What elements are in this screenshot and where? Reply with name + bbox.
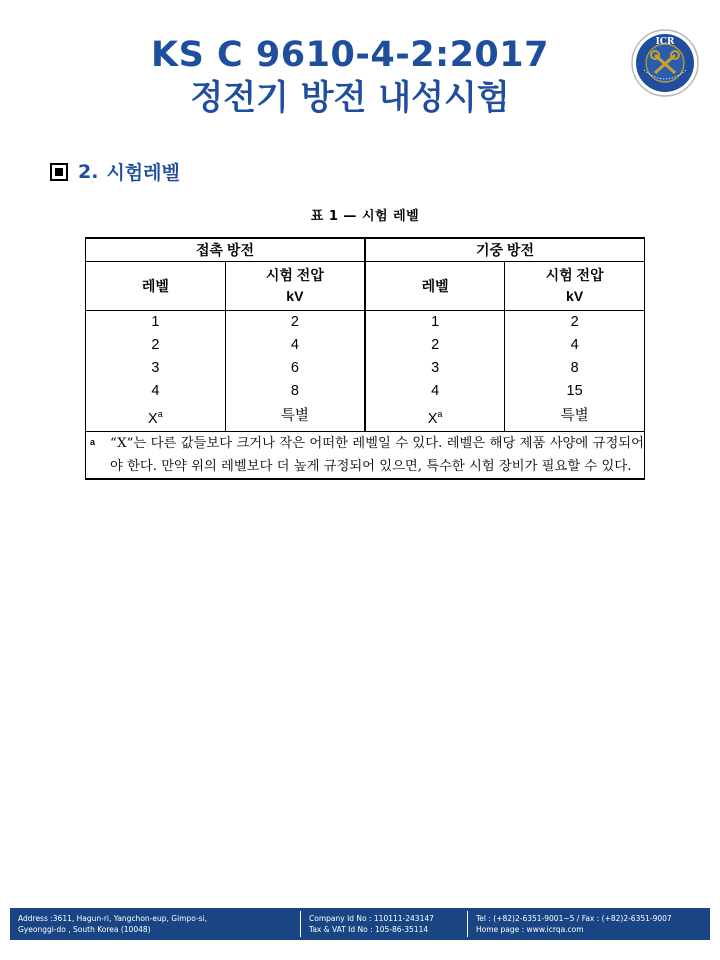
footer-address: Address :3611, Hagun-ri, Yangchon-eup, Gimpo-si, Gyeonggi-do , South Korea (10048) — [18, 914, 208, 934]
table-row — [86, 311, 645, 335]
section-number: 2. — [78, 160, 99, 183]
table-row — [86, 334, 645, 357]
contact-level-cell: 3 — [86, 357, 226, 380]
homepage-link[interactable]: Home page : www.icrqa.com — [476, 925, 584, 934]
standard-name: 정전기 방전 내성시험 — [190, 78, 510, 118]
air-voltage-cell: 15 — [505, 380, 645, 403]
contact-discharge-header: 접촉 방전 — [86, 238, 365, 262]
icr-logo — [630, 28, 700, 98]
section-heading — [50, 158, 180, 185]
air-level-cell: 3 — [365, 357, 505, 380]
standard-number: KS C 9610-4-2:2017 — [151, 35, 549, 75]
air-voltage-header: 시험 전압 kV — [505, 262, 645, 311]
air-discharge-header: 기중 방전 — [365, 238, 645, 262]
table-row — [86, 357, 645, 380]
air-voltage-cell: 8 — [505, 357, 645, 380]
test-level-table — [85, 237, 645, 480]
table-row — [86, 403, 645, 431]
contact-special-level-cell: $X^a$ — [86, 403, 226, 431]
air-level-cell: 1 — [365, 311, 505, 335]
page-footer — [10, 908, 710, 940]
air-special-level-cell: $X^a$ — [365, 403, 505, 431]
document-title — [0, 34, 700, 120]
air-level-cell: 4 — [365, 380, 505, 403]
footnote-mark: a — [90, 436, 96, 447]
contact-voltage-cell: 6 — [225, 357, 365, 380]
section-label: 시험레벨 — [106, 162, 180, 184]
air-level-header: 레벨 — [365, 262, 505, 311]
contact-voltage-cell: 8 — [225, 380, 365, 403]
contact-voltage-header: 시험 전압 kV — [225, 262, 365, 311]
footer-contact: Tel : (+82)2-6351-9001~5 / Fax : (+82)2-6351-9007 Home page : www.icrqa.com — [467, 911, 672, 937]
logo-text: ICR — [655, 37, 675, 47]
contact-level-header: 레벨 — [86, 262, 226, 311]
footer-company-ids: Company Id No : 110111-243147 Tax & VAT Id No : 105-86-35114 — [300, 911, 467, 937]
table-footnote — [86, 431, 645, 479]
contact-special-voltage-cell: 특별 — [225, 403, 365, 431]
contact-level-cell: 2 — [86, 334, 226, 357]
contact-level-cell: 1 — [86, 311, 226, 335]
contact-voltage-cell: 4 — [225, 334, 365, 357]
air-voltage-cell: 4 — [505, 334, 645, 357]
square-bullet-icon — [50, 163, 68, 181]
contact-voltage-cell: 2 — [225, 311, 365, 335]
table-caption: 표 1 — 시험 레벨 — [310, 209, 420, 224]
air-voltage-cell: 2 — [505, 311, 645, 335]
air-special-voltage-cell: 특별 — [505, 403, 645, 431]
footnote-text: “X”는 다른 값들보다 크거나 작은 어떠한 레벨일 수 있다. 레벨은 해당 제품 사양에 규정되어야 한다. 만약 위의 레벨보다 더 높게 규정되어 있으면, 특수한 시험 장비가 필요할 수 있다. — [110, 435, 644, 474]
air-level-cell: 2 — [365, 334, 505, 357]
contact-level-cell: 4 — [86, 380, 226, 403]
table-row — [86, 380, 645, 403]
